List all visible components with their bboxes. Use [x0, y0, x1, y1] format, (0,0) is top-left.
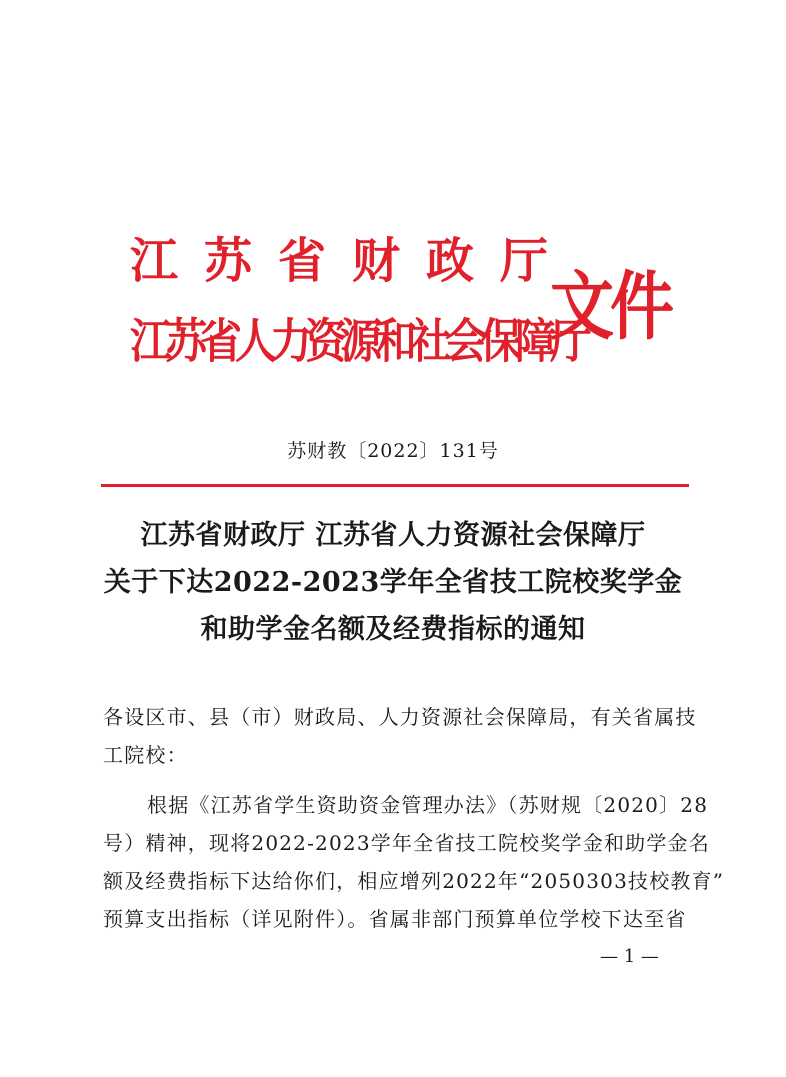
title-line-3: 和助学金名额及经费指标的通知 — [200, 614, 586, 645]
paragraph-line-2: 号）精神，现将2022-2023学年全省技工院校奖学金和助学金名 — [103, 831, 710, 855]
document-number: 苏财教〔2022〕131号 — [287, 440, 499, 462]
issuer-line-1: 江苏省财政厅 — [130, 233, 575, 289]
notice-title — [90, 512, 696, 653]
body-paragraph — [103, 786, 725, 938]
document-type: 文件 — [550, 265, 670, 351]
addressee-line-1: 各设区市、县（市）财政局、人力资源社会保障局，有关省属技 — [103, 705, 697, 729]
addressee — [103, 698, 697, 774]
title-line-2: 关于下达2022-2023学年全省技工院校奖学金 — [103, 567, 683, 598]
paragraph-line-1: 根据《江苏省学生资助资金管理办法》（苏财规〔2020〕28 — [147, 793, 709, 817]
red-separator-rule — [101, 484, 689, 487]
paragraph-line-4: 预算支出指标（详见附件）。省属非部门预算单位学校下达至省 — [103, 907, 687, 931]
issuer-line-2: 江苏省人力资源和社会保障厅 — [130, 313, 586, 369]
paragraph-line-3: 额及经费指标下达给你们，相应增列2022年“2050303技校教育” — [103, 869, 725, 893]
title-line-1: 江苏省财政厅 江苏省人力资源社会保障厅 — [140, 520, 646, 551]
page-number: — 1 — — [600, 946, 659, 967]
addressee-line-2: 工院校： — [103, 743, 188, 767]
